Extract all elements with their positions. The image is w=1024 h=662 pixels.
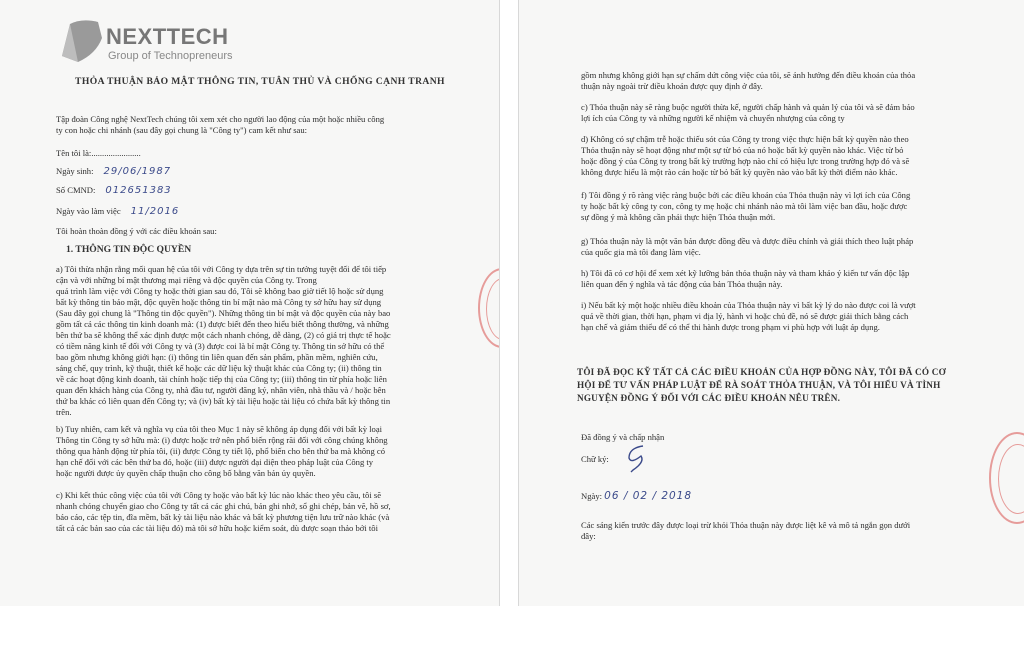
para-c-line: tất cả các bản sao của các tài liệu đó) mà tôi sở hữu hoặc kiểm soát, dù được soạn thảo bởi tôi [56,523,378,533]
intro-line: Tập đoàn Công nghệ NextTech chúng tôi xem xét cho người lao động của một hoặc nhiều công [56,114,385,124]
para-a-line: quan đến khách hàng của Công ty, nhà đầu tư, người đăng ký, nhân viên, nhà thầu và / hoặc bên [56,385,386,395]
stamp-seal-left [478,268,500,348]
ack-line: NGUYỆN ĐỒNG Ý ĐỐI VỚI CÁC ĐIỀU KHOẢN NÊU TRÊN. [577,393,841,403]
clause-i-line: hạn chế và giảm thiểu để có thể thi hành được trong phạm vi phù hợp với luật áp dụng. [581,322,880,332]
paragraph-a [56,264,391,418]
document-title: THỎA THUẬN BẢO MẬT THÔNG TIN, TUÂN THỦ VÀ CHỐNG CẠNH TRANH [75,76,445,87]
signature-label: Chữ ký: [581,454,609,464]
cont-line: thuận này ngoài trừ điều khoản được quy định ở đây. [581,81,763,91]
para-b-line: hoặc người được ủy quyền chấp thuận cho công bố bằng văn bản ủy quyền. [56,468,316,478]
start-date-field [56,206,179,217]
section-1-heading: 1. THÔNG TIN ĐỘC QUYỀN [66,244,192,255]
start-date-label: Ngày vào làm việc [56,206,121,216]
para-a-line: có tiềm năng kinh tế đối với Công ty và (3) được coi là bí mật Công ty. Thông tin sở hữu có thể [56,341,385,351]
logo-name: NEXTTECH [106,24,229,49]
clause-c-line: c) Thỏa thuận này sẽ ràng buộc người thừa kế, người chấp hành và quản lý của tôi và sẽ đảm bảo [581,102,915,112]
para-b-line: Thông tin Công ty sở hữu mà: (i) được hoặc trở nên phổ biến rộng rãi đối với công chúng không [56,435,388,445]
signature-mark [619,440,659,476]
ack-line: HỘI ĐỂ TƯ VẤN PHÁP LUẬT ĐỂ RÀ SOÁT THỎA THUẬN, VÀ TÔI HIỂU VÀ TÌNH [577,380,941,390]
id-field [56,185,172,196]
para-a-line: về các hoạt động kinh doanh, tài chính hoặc tiếp thị của Công ty; (iii) thông tin từ phía hoặc liên [56,374,387,384]
clause-c-line: lợi ích của Công ty và những người kế nhiệm và chuyển nhượng của công ty [581,113,845,123]
para-a-line: (Sau đây gọi chung là "Thông tin độc quyền"). Những thông tin bí mật và độc quyền của này bao [56,308,391,318]
continuation-paragraph [581,70,915,92]
start-date-value: 11/2016 [130,206,180,217]
clause-h-line: liên quan đến ý nghĩa và tác động của bản Thỏa thuận này. [581,279,783,289]
clause-i-line: quá về thời gian, thời hạn, phạm vi địa lý, hành vi hoặc chủ đề, nó sẽ được giải thích bằng cách [581,311,909,321]
para-a-line: sáng chế, quy trình, kỹ thuật, thiết kế hoặc các dữ liệu kỹ thuật khác của Công ty; (ii) thông tin [56,363,382,373]
para-a-line: bất kỳ thông tin bảo mật, độc quyền hoặc thông tin bí mật nào mà Công ty sở hữu hay sử dụng [56,297,382,307]
para-a-line: gồm tất cả các thông tin kinh doanh mà: (1) được biết đến theo hiểu biết thông thường, và những [56,319,389,329]
dob-label: Ngày sinh: [56,166,94,176]
id-label: Số CMND: [56,185,96,195]
para-c-line: nhanh chóng chuyển giao cho Công ty tất cả các ghi chú, bản ghi nhớ, sổ ghi chép, bản vẽ, hồ sơ, [56,501,391,511]
dob-field [56,166,171,177]
intro-line: ty con hoặc chi nhánh (sau đây gọi chung là "Công ty") cam kết như sau: [56,125,308,135]
clause-h [581,268,909,290]
final-note-line: đây: [581,531,596,541]
name-label: Tên tôi là:....................... [56,148,141,158]
clause-i-line: i) Nếu bất kỳ một hoặc nhiều điều khoản của Thỏa thuận này vì bất kỳ lý do nào được coi là vượt [581,300,916,310]
agree-line: Tôi hoàn thoàn đồng ý với các điều khoản sau: [56,226,217,236]
clause-f-line: sự đồng ý mà không cần phải thực hiện Thỏa thuận mới. [581,212,776,222]
clause-f [581,190,910,223]
clause-d-line: d) Không có sự chậm trễ hoặc thiếu sót của Công ty trong việc thực hiện bất kỳ quyền nào theo [581,134,909,144]
document-page-left [0,0,500,606]
paragraph-b [56,424,388,479]
intro-paragraph [56,114,384,136]
para-b-line: b) Tuy nhiên, cam kết và nghĩa vụ của tôi theo Mục 1 này sẽ không áp dụng đối với bất kỳ loại [56,424,383,434]
logo-mark-icon [56,18,104,64]
clause-d-line: Thỏa thuận này sẽ hoạt động như một sự từ bỏ của nó hoặc bất kỳ quyền nào khác. Việc từ bỏ [581,145,904,155]
page-gutter [500,0,518,606]
clause-f-line: ty hoặc bất kỳ công ty con, công ty mẹ hoặc chi nhánh nào mà tôi làm việc ban đầu, hoặc được [581,201,908,211]
para-a-line: quá trình làm việc với Công ty hoặc thời gian sau đó, Tôi sẽ không bao giờ tiết lộ hoặc sử dụng [56,286,384,296]
para-b-line: thông qua hành động từ phía tôi, (ii) được Công ty tiết lộ, phổ biến cho bên thứ ba mà không có [56,446,386,456]
logo-tagline: Group of Technopreneurs [108,50,233,62]
clause-c [581,102,915,124]
para-a-line: trên. [56,407,72,417]
accept-label: Đã đồng ý và chấp nhận [581,432,665,442]
clause-g-line: g) Thỏa thuận này là một văn bản được đồng đều và được điều chỉnh và giải thích theo luật pháp [581,236,914,246]
final-note-line: Các sáng kiến trước đây được loại trừ khỏi Thỏa thuận này được liệt kê và mô tả ngắn gọn dưới [581,520,911,530]
acknowledgment-statement [577,366,997,405]
ack-line: TÔI ĐÃ ĐỌC KỸ TẤT CẢ CÁC ĐIỀU KHOẢN CỦA HỢP ĐỒNG NÀY, TÔI ĐÃ CÓ CƠ [577,367,946,377]
id-value: 012651383 [105,185,172,196]
company-logo [56,18,256,64]
clause-d-line: hoặc đồng ý của Công ty trong bất kỳ trường hợp nào chỉ có hiệu lực trong trường hợp đó và sẽ [581,156,910,166]
document-page-right [518,0,1024,606]
para-b-line: hạn chế đối với các bên thứ ba đó, hoặc (iii) được người đại diện theo pháp luật của Công ty [56,457,374,467]
clause-h-line: h) Tôi đã có cơ hội để xem xét kỹ lưỡng bản thỏa thuận này và tham khảo ý kiến tư vấn độc lập [581,268,910,278]
clause-d-line: không được hiểu là một rào cản hoặc từ bỏ bất kỳ quyền nào vào bất kỳ thời điểm nào khác. [581,167,898,177]
paragraph-c [56,490,391,534]
clause-f-line: f) Tôi đồng ý rõ ràng việc ràng buộc bởi các điều khoản của Thỏa thuận này vì lợi ích của Công [581,190,911,200]
clause-d [581,134,909,178]
name-field [56,148,151,159]
para-a-line: thứ ba khác có liên quan đến Công ty; và (iv) bất kỳ tài liệu hoặc tài liệu có chứa bất kỳ thông tin [56,396,391,406]
date-field [581,490,692,502]
para-a-line: cận và với những bí mật thương mại riêng và độc quyền của Công ty. Trong [56,275,317,285]
para-a-line: a) Tôi thừa nhận rằng mối quan hệ của tôi với Công ty dựa trên sự tin tưởng tuyệt đối để tôi tiếp [56,264,387,274]
cont-line: gồm nhưng không giới hạn sự chấm dứt công việc của tôi, sẽ ảnh hưởng đến điều khoản của thỏa [581,70,916,80]
stamp-seal-right [989,432,1024,524]
dob-value: 29/06/1987 [103,166,172,177]
date-label: Ngày: [581,491,603,501]
clause-i [581,300,916,333]
clause-g-line: của quốc gia mà tôi đang làm việc. [581,247,701,257]
para-a-line: bên thứ ba sẽ không thể xác định được một cách nhanh chóng, dễ dàng, (2) có giá trị thực tế hoặc [56,330,391,340]
para-c-line: báo cáo, các tệp tin, đĩa mềm, bất kỳ tài liệu nào khác và bất kỳ phương tiện lưu trữ nào khác (và [56,512,390,522]
final-note [581,520,910,542]
date-value: 06 / 02 / 2018 [604,490,693,502]
para-c-line: c) Khi kết thúc công việc của tôi với Công ty hoặc vào bất kỳ lúc nào khác theo yêu cầu, tôi sẽ [56,490,382,500]
para-a-line: bao gồm nhưng không giới hạn: (i) thông tin liên quan đến sản phẩm, phần mềm, nghiên cứu, [56,352,378,362]
clause-g [581,236,913,258]
